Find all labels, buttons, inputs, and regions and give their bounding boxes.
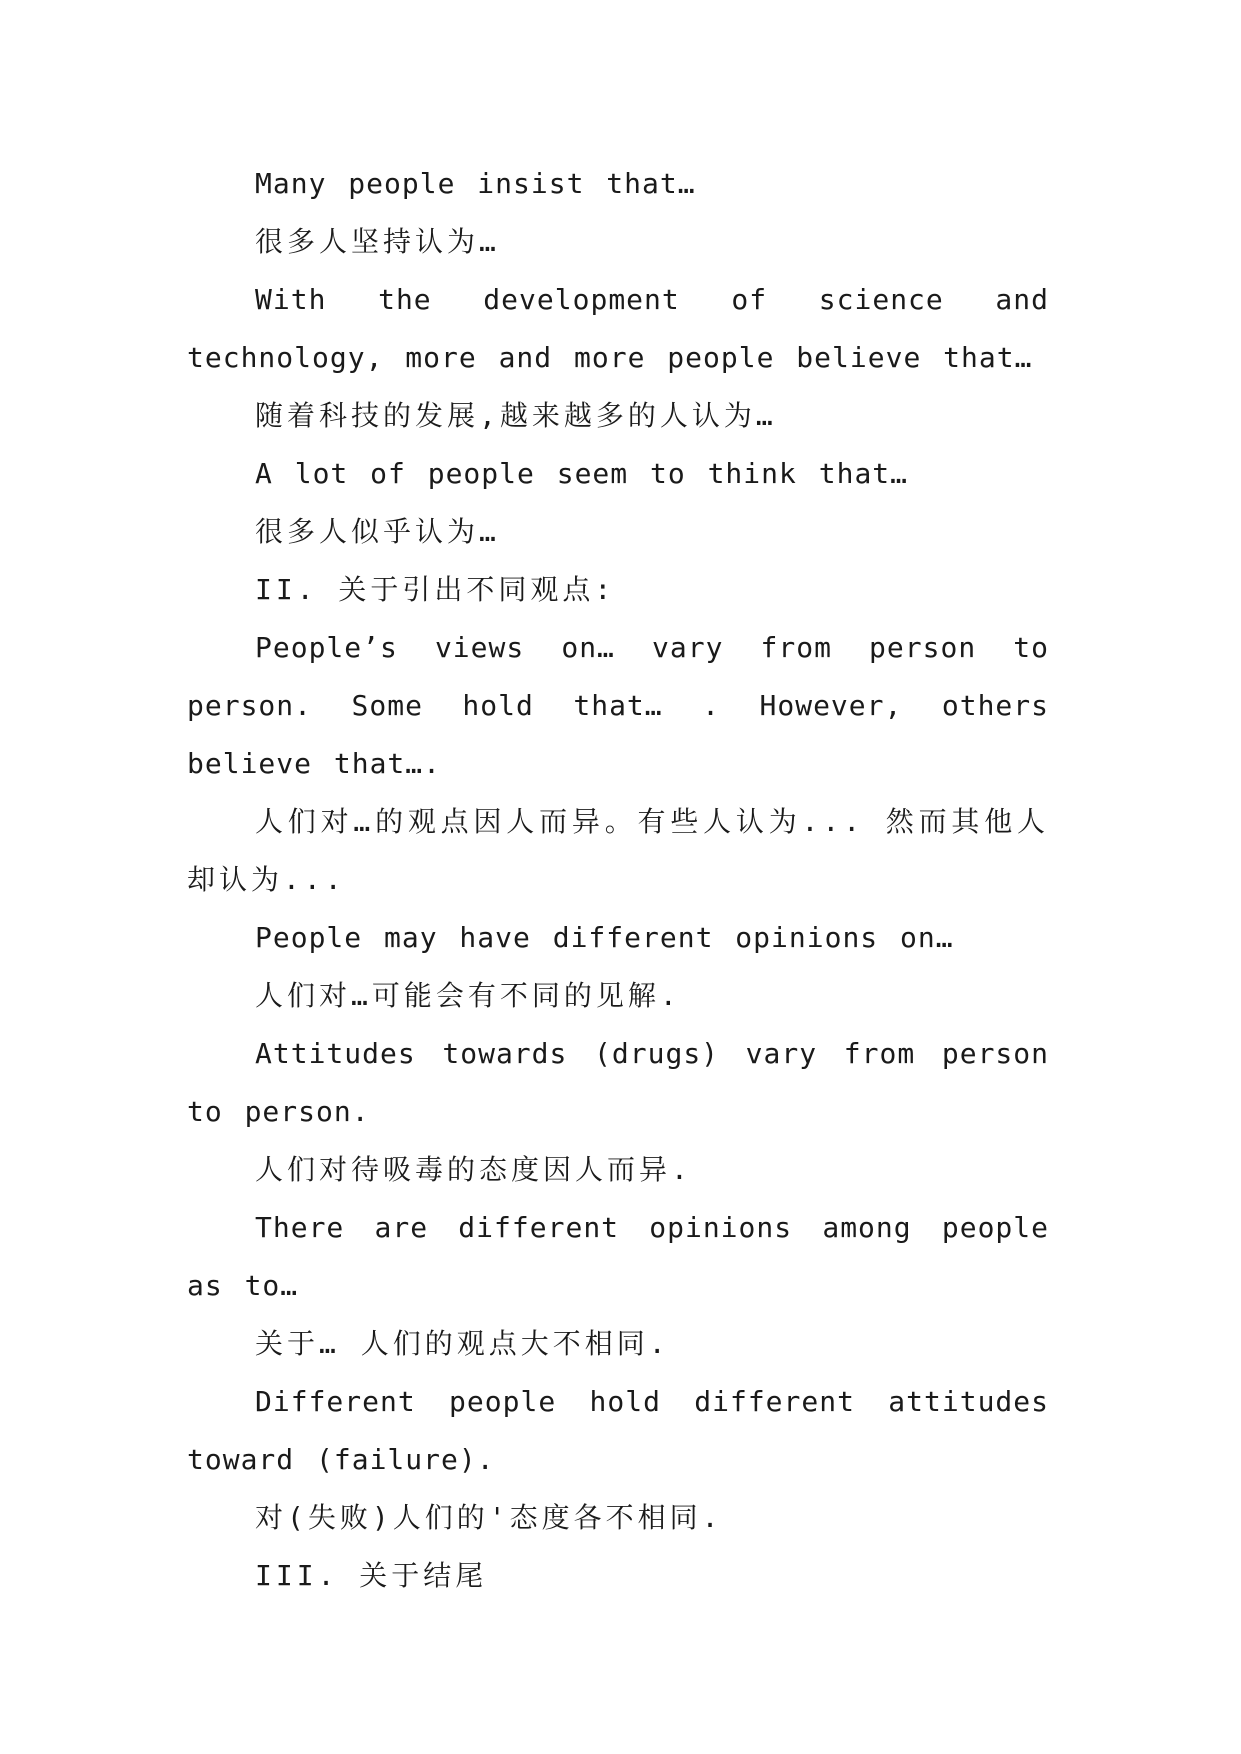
paragraph: 对(失败)人们的'态度各不相同. (255, 1501, 723, 1534)
paragraph: People’s views on… vary from person to person. Some hold that… . However, others believe that…. (187, 631, 1049, 780)
paragraph: Different people hold different attitudes toward (failure). (187, 1385, 1049, 1476)
paragraph: 人们对…的观点因人而异。有些人认为... 然而其他人却认为... (187, 805, 1049, 896)
paragraph: 很多人似乎认为… (255, 515, 500, 548)
paragraph: 随着科技的发展,越来越多的人认为… (255, 399, 777, 432)
paragraph: A lot of people seem to think that… (255, 457, 909, 490)
paragraph: 很多人坚持认为… (255, 225, 500, 258)
section-heading: III. 关于结尾 (255, 1559, 488, 1592)
document-body (187, 155, 1049, 1605)
paragraph: People may have different opinions on… (255, 921, 954, 954)
paragraph: 人们对…可能会有不同的见解. (255, 979, 681, 1012)
paragraph: Attitudes towards (drugs) vary from person to person. (187, 1037, 1049, 1128)
paragraph: 关于… 人们的观点大不相同. (255, 1327, 670, 1360)
paragraph: 人们对待吸毒的态度因人而异. (255, 1153, 692, 1186)
paragraph: With the development of science and technology, more and more people believe that… (187, 283, 1049, 374)
section-heading: II. 关于引出不同观点: (255, 573, 616, 606)
paragraph: Many people insist that… (255, 167, 696, 200)
paragraph: There are different opinions among people as to… (187, 1211, 1049, 1302)
